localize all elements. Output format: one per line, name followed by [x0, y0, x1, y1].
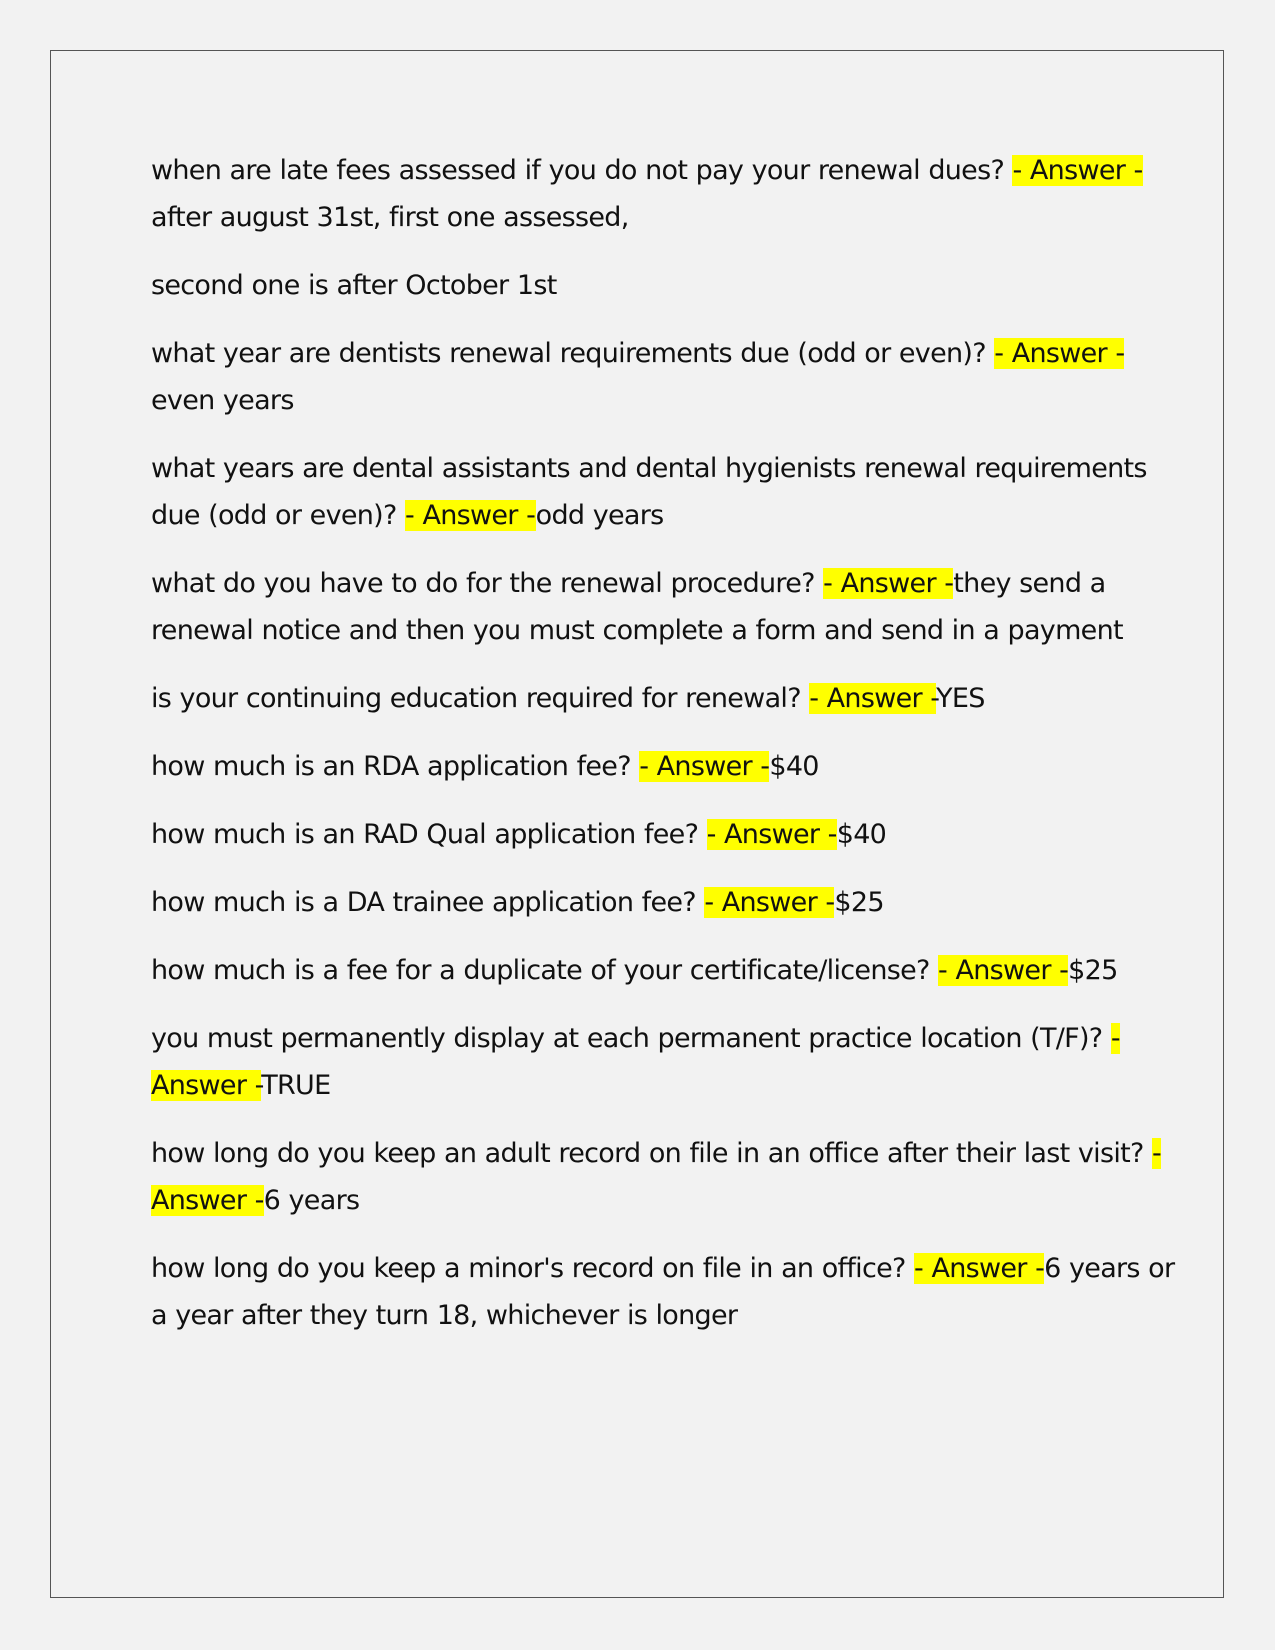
qa-entry — [151, 330, 1181, 424]
answer-marker: - Answer - — [639, 751, 770, 782]
question-text: how much is a fee for a duplicate of your certificate/license? — [151, 955, 939, 986]
answer-text: YES — [936, 683, 985, 714]
note-line — [151, 262, 1181, 309]
answer-marker: - Answer - — [706, 819, 837, 850]
answer-marker: - Answer - — [938, 955, 1069, 986]
answer-text: TRUE — [261, 1070, 331, 1101]
answer-marker: - Answer - — [914, 1253, 1045, 1284]
answer-text: $25 — [834, 887, 884, 918]
question-text: how much is an RDA application fee? — [151, 751, 640, 782]
answer-marker: - Answer - — [809, 683, 937, 714]
answer-marker: - Answer - — [405, 500, 536, 531]
answer-marker: - Answer - — [823, 568, 954, 599]
question-text: you must permanently display at each permanent practice location (T/F)? — [151, 1023, 1111, 1054]
question-text: when are late fees assessed if you do not pay your renewal dues? — [151, 155, 1013, 186]
answer-text: $40 — [836, 819, 887, 850]
answer-marker: - Answer - — [994, 338, 1125, 369]
answer-text: odd years — [535, 500, 664, 531]
answer-text: 6 years — [263, 1185, 360, 1216]
question-text: what year are dentists renewal requirements due (odd or even)? — [151, 338, 995, 369]
answer-text: they send a renewal notice and then you must complete a form and send in a payment — [151, 568, 1123, 646]
qa-entry — [151, 675, 1181, 722]
document-body — [151, 147, 1181, 1360]
question-text: what do you have to do for the renewal procedure? — [151, 568, 824, 599]
answer-marker: - Answer - — [704, 887, 835, 918]
qa-entry — [151, 560, 1181, 654]
answer-text: 6 years or a year after they turn 18, whichever is longer — [151, 1253, 1175, 1331]
note-text: second one is after October 1st — [151, 270, 557, 301]
question-text: how long do you keep an adult record on file in an office after their last visit? — [151, 1138, 1153, 1169]
qa-entry — [151, 1245, 1181, 1339]
answer-text: after august 31st, first one assessed, — [151, 202, 629, 233]
answer-marker: - Answer - — [1012, 155, 1143, 186]
question-text: how much is an RAD Qual application fee? — [151, 819, 707, 850]
document-page — [50, 50, 1224, 1598]
qa-entry — [151, 743, 1181, 790]
qa-entry — [151, 947, 1181, 994]
qa-entry — [151, 811, 1181, 858]
question-text: how long do you keep a minor's record on file in an office? — [151, 1253, 915, 1284]
answer-text: $40 — [769, 751, 819, 782]
qa-entry — [151, 147, 1181, 241]
answer-marker: - Answer - — [151, 1138, 1162, 1216]
qa-entry — [151, 1015, 1181, 1109]
answer-text: even years — [151, 385, 294, 416]
qa-entry — [151, 1130, 1181, 1224]
qa-entry — [151, 445, 1181, 539]
question-text: what years are dental assistants and dental hygienists renewal requirements due (odd or even)? — [151, 453, 1147, 531]
qa-entry — [151, 879, 1181, 926]
answer-text: $25 — [1068, 955, 1118, 986]
question-text: is your continuing education required for renewal? — [151, 683, 810, 714]
answer-marker: - Answer - — [151, 1023, 1120, 1101]
question-text: how much is a DA trainee application fee? — [151, 887, 705, 918]
